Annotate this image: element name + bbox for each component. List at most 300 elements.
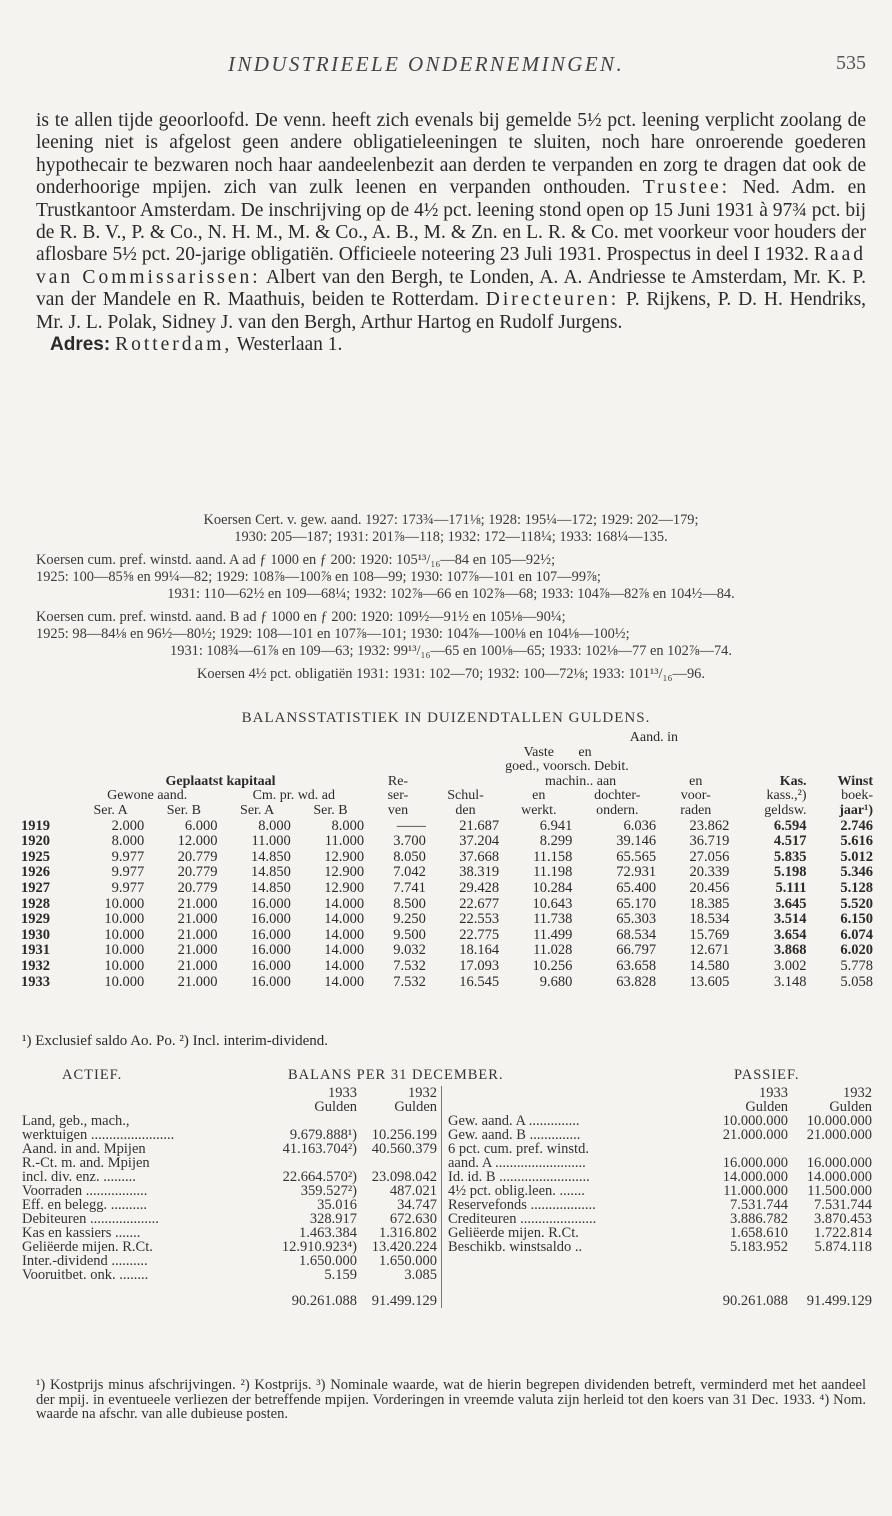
table-cell: 29.428 bbox=[459, 879, 500, 896]
assets-total bbox=[22, 1294, 437, 1308]
table-cell: 5.835 bbox=[773, 848, 807, 865]
balance-label: Geliëerde mijen. R.Ct. bbox=[448, 1226, 579, 1240]
value-1932: 23.098.042 bbox=[371, 1169, 437, 1185]
balance-label: werktuigen ....................... bbox=[22, 1128, 175, 1142]
page-number: 535 bbox=[836, 52, 866, 74]
table-cell: 3.514 bbox=[773, 911, 807, 928]
header-cell: ser- bbox=[387, 788, 409, 804]
table-cell: 5.346 bbox=[840, 864, 873, 881]
table-cell: 14.000 bbox=[324, 973, 365, 990]
table-cell: 10.000 bbox=[104, 895, 145, 912]
row-year: 1925 bbox=[21, 848, 50, 865]
description-text bbox=[36, 110, 866, 334]
statistics-footnote: ¹) Exclusief saldo Ao. Po. ²) Incl. interim-dividend. bbox=[22, 1033, 329, 1049]
table-cell: 72.931 bbox=[616, 864, 657, 881]
table-cell: 23.862 bbox=[689, 817, 730, 834]
header-cell: ven bbox=[387, 802, 409, 818]
balance-row bbox=[22, 1184, 437, 1198]
table-cell: 18.385 bbox=[689, 895, 730, 912]
header-cell: jaar¹) bbox=[839, 802, 873, 818]
paragraph-2: Ned. Adm. en Trustkantoor Amsterdam. De inschrijving op de 4½ pct. leening stond open op 15 Juni 1931 à 97¾ pct. bij de R. B. V., P. & Co., N. H. M., M. & Co., A. B., M. & Zn. en L. R. & Co. met voorkeur voor houders der aflosbare 5½ pct. 20-jarige obligatiën. Officieele noteering 23 Juli 1931. Prospectus in deel I 1932. bbox=[36, 177, 867, 266]
balance-row bbox=[22, 1212, 437, 1226]
balance-row bbox=[448, 1114, 872, 1128]
balance-label: Beschikb. winstsaldo .. bbox=[448, 1240, 583, 1254]
balance-label: Land, geb., mach., bbox=[22, 1114, 130, 1128]
balance-label: Kas en kassiers ....... bbox=[22, 1226, 141, 1240]
table-cell: 65.400 bbox=[616, 879, 657, 896]
directors-label: Directeuren: bbox=[485, 289, 620, 311]
currency-label: Gulden bbox=[314, 1099, 357, 1115]
table-cell: 14.000 bbox=[324, 957, 365, 974]
value-1932 bbox=[788, 1142, 872, 1156]
column-years bbox=[448, 1086, 872, 1100]
value-1933: 21.000.000 bbox=[722, 1127, 788, 1143]
value-1933: 22.664.570²) bbox=[282, 1169, 357, 1185]
balance-label: Eff. en belegg. .......... bbox=[22, 1198, 147, 1212]
table-cell: 3.645 bbox=[773, 895, 807, 912]
balance-label: incl. div. enz. ......... bbox=[22, 1170, 136, 1184]
row-year: 1920 bbox=[21, 833, 50, 850]
value-1932: 10.256.199 bbox=[371, 1127, 437, 1143]
header-cell: Cm. pr. wd. ad bbox=[252, 788, 336, 804]
value-1932: 10.000.000 bbox=[806, 1113, 872, 1129]
value-1933: 14.000.000 bbox=[722, 1169, 788, 1185]
header-cell: Ser. B bbox=[313, 802, 348, 818]
quote-line: 1925: 98—84⅛ en 96½—80½; 1929: 108—101 en 107⅞—101; 1930: 104⅞—100⅛ en 104⅛—100½; bbox=[36, 626, 630, 642]
table-cell: 10.000 bbox=[104, 911, 145, 928]
table-cell: 6.074 bbox=[840, 926, 873, 943]
paragraph-1: is te allen tijde geoorloofd. De venn. heeft zich evenals bij gemelde 5½ pct. leening verplicht zoolang de leening niet is afgelost geen andere obligatieleeningen te sluiten, noch hare onroerende goederen hypothecair te bezwaren noch haar aandeelenbezit aan derden te verpanden en zorg te dragen dat ook de onderhoorige mpijen. zich van zulk leenen en verpanden onthouden. bbox=[36, 110, 866, 199]
value-1932: 14.000.000 bbox=[806, 1169, 872, 1185]
table-cell: 9.250 bbox=[393, 911, 426, 928]
value-1932: 40.560.379 bbox=[371, 1141, 437, 1157]
column-currency bbox=[448, 1100, 872, 1114]
address-label: Adres: bbox=[50, 334, 111, 356]
table-row bbox=[18, 865, 876, 881]
header-cell: machin.. aan bbox=[545, 773, 617, 789]
quote-line: Koersen cum. pref. winstd. aand. B ad ƒ 1000 en ƒ 200: 1920: 109½—91½ en 105⅛—90¼; bbox=[36, 609, 566, 625]
quote-line: 1930: 205—187; 1931: 201⅞—118; 1932: 172—118¼; 1933: 168¼—135. bbox=[234, 529, 668, 545]
header-cell: Vaste bbox=[523, 744, 554, 760]
row-year: 1931 bbox=[21, 942, 50, 959]
balance-row bbox=[448, 1142, 872, 1156]
balance-statistics-table bbox=[18, 731, 876, 990]
table-cell: 8.299 bbox=[539, 833, 573, 850]
value-1932: 1.722.814 bbox=[814, 1225, 872, 1241]
table-cell: 10.000 bbox=[104, 942, 145, 959]
year-label: 1933 bbox=[759, 1085, 788, 1101]
table-cell: 63.658 bbox=[616, 957, 657, 974]
table-cell: 5.012 bbox=[840, 848, 873, 865]
table-cell: 21.000 bbox=[177, 895, 218, 912]
currency-label: Gulden bbox=[745, 1099, 788, 1115]
balance-row bbox=[22, 1254, 437, 1268]
table-cell: 8.500 bbox=[393, 895, 426, 912]
table-cell: 7.532 bbox=[393, 973, 426, 990]
balance-row bbox=[22, 1128, 437, 1142]
table-cell: 3.700 bbox=[393, 833, 426, 850]
value-1932: 3.870.453 bbox=[814, 1211, 872, 1227]
value-1933: 1.650.000 bbox=[299, 1253, 357, 1269]
balance-label: aand. A ......................... bbox=[448, 1156, 586, 1170]
table-row bbox=[18, 881, 876, 897]
table-cell: 16.000 bbox=[250, 942, 291, 959]
table-cell: 4.517 bbox=[773, 833, 807, 850]
table-cell: 3.002 bbox=[773, 957, 807, 974]
value-1932: 1.650.000 bbox=[379, 1253, 437, 1269]
row-year: 1933 bbox=[21, 973, 50, 990]
total-value: 91.499.129 bbox=[806, 1293, 872, 1309]
value-1932: 3.085 bbox=[404, 1267, 437, 1283]
balance-row bbox=[448, 1212, 872, 1226]
table-cell: 11.198 bbox=[533, 864, 573, 881]
row-year: 1930 bbox=[21, 926, 50, 943]
table-cell: 6.150 bbox=[840, 911, 873, 928]
table-cell: 65.170 bbox=[616, 895, 657, 912]
table-cell: 21.000 bbox=[177, 957, 218, 974]
table-cell: 66.797 bbox=[616, 942, 657, 959]
address-street: Westerlaan 1. bbox=[236, 334, 343, 356]
value-1933: 12.910.923⁴) bbox=[281, 1239, 357, 1255]
address-line bbox=[36, 334, 866, 356]
price-quotations bbox=[36, 512, 866, 689]
table-cell: 9.680 bbox=[539, 973, 573, 990]
value-1933: 16.000.000 bbox=[722, 1155, 788, 1171]
row-year: 1932 bbox=[21, 957, 50, 974]
quotes-pref-b bbox=[36, 609, 866, 660]
table-cell: 11.158 bbox=[533, 848, 573, 865]
table-cell: 12.900 bbox=[324, 879, 365, 896]
header-cell: Gewone aand. bbox=[107, 788, 188, 804]
table-cell: 10.000 bbox=[104, 926, 145, 943]
value-1932: 7.531.744 bbox=[814, 1197, 872, 1213]
total-value: 91.499.129 bbox=[371, 1293, 437, 1309]
table-row bbox=[18, 943, 876, 959]
table-cell: 11.000 bbox=[324, 833, 365, 850]
table-cell: 22.677 bbox=[459, 895, 500, 912]
currency-label: Gulden bbox=[394, 1099, 437, 1115]
table-cell: 36.719 bbox=[689, 833, 730, 850]
value-1933: 35.016 bbox=[317, 1197, 357, 1213]
total-value: 90.261.088 bbox=[722, 1293, 788, 1309]
balance-row bbox=[22, 1268, 437, 1282]
header-cell: Re- bbox=[387, 773, 409, 789]
table-cell: 16.545 bbox=[459, 973, 500, 990]
table-cell: 27.056 bbox=[689, 848, 730, 865]
quote-line: 1931: 110—62½ en 109—68¼; 1932: 102⅞—66 en 102⅞—68; 1933: 104⅞—82⅞ en 104½—84. bbox=[167, 586, 735, 602]
quote-line: Koersen cum. pref. winstd. aand. A ad ƒ 1000 en ƒ 200: 1920: 105¹³/₁₆—84 en 105—92½; bbox=[36, 552, 556, 568]
table-cell: 68.534 bbox=[616, 926, 657, 943]
value-1933: 5.183.952 bbox=[730, 1239, 788, 1255]
table-cell: 5.058 bbox=[840, 973, 873, 990]
row-year: 1927 bbox=[21, 879, 50, 896]
table-cell: 16.000 bbox=[250, 895, 291, 912]
table-cell: 12.671 bbox=[689, 942, 730, 959]
balance-label: Inter.-dividend .......... bbox=[22, 1254, 148, 1268]
table-cell: 3.654 bbox=[773, 926, 807, 943]
table-cell: 8.000 bbox=[331, 817, 365, 834]
table-cell: 6.020 bbox=[840, 942, 873, 959]
table-cell: 18.534 bbox=[689, 911, 730, 928]
address-city: Rotterdam, bbox=[115, 334, 233, 356]
table-cell: 22.553 bbox=[459, 911, 500, 928]
balance-label: Id. id. B ......................... bbox=[448, 1170, 590, 1184]
column-years bbox=[22, 1086, 437, 1100]
table-cell: 2.746 bbox=[840, 817, 873, 834]
table-cell: 14.000 bbox=[324, 895, 365, 912]
value-1933: 7.531.744 bbox=[730, 1197, 788, 1213]
table-cell: 5.111 bbox=[775, 879, 807, 896]
table-cell: 63.828 bbox=[616, 973, 657, 990]
value-1933: 10.000.000 bbox=[722, 1113, 788, 1129]
table-cell: 8.000 bbox=[258, 817, 291, 834]
table-cell: 10.643 bbox=[532, 895, 573, 912]
table-row bbox=[18, 912, 876, 928]
table-cell: 65.565 bbox=[616, 848, 657, 865]
balance-row bbox=[22, 1114, 437, 1128]
value-1933: 1.463.384 bbox=[299, 1225, 357, 1241]
balance-row bbox=[22, 1198, 437, 1212]
header-cell: Ser. A bbox=[240, 802, 275, 818]
table-cell: 14.000 bbox=[324, 911, 365, 928]
table-cell: 12.000 bbox=[177, 833, 218, 850]
header-cell: en bbox=[532, 788, 546, 804]
table-cell: 7.042 bbox=[393, 864, 426, 881]
balance-footnote: ¹) Kostprijs minus afschrijvingen. ²) Kostprijs. ³) Nominale waarde, wat de hierin begrepen dividenden betreft, verminderd met het aandeel der mpij. in eventueele verliezen der betreffende mpijen. Vorderingen in vreemde valuta zijn herleid tot den koers van 31 Dec. 1933. ⁴) Nom. waarde na afschr. van alle dubieuse posten. bbox=[36, 1377, 866, 1423]
value-1933 bbox=[702, 1142, 788, 1156]
quote-line: Koersen 4½ pct. obligatiën 1931: 1931: 102—70; 1932: 100—72⅛; 1933: 101¹³/₁₆—96. bbox=[197, 666, 705, 682]
table-cell: 6.000 bbox=[184, 817, 218, 834]
table-cell: 37.204 bbox=[459, 833, 500, 850]
value-1932: 487.021 bbox=[389, 1183, 437, 1199]
liability-rows bbox=[448, 1114, 872, 1254]
paragraph-4: P. Rijkens, P. D. H. Hendriks, Mr. J. L. Polak, Sidney J. van den Bergh, Arthur Hartog en Rudolf Jurgens. bbox=[36, 289, 867, 333]
table-cell: 20.456 bbox=[689, 879, 730, 896]
liabilities-total bbox=[448, 1294, 872, 1308]
running-header bbox=[0, 52, 892, 80]
value-1932: 16.000.000 bbox=[806, 1155, 872, 1171]
value-1933: 3.886.782 bbox=[730, 1211, 788, 1227]
value-1933: 9.679.888¹) bbox=[289, 1127, 357, 1143]
table-cell: 20.779 bbox=[177, 879, 218, 896]
table-cell: 10.284 bbox=[532, 879, 573, 896]
value-1933 bbox=[263, 1156, 357, 1170]
table-cell: 21.000 bbox=[177, 973, 218, 990]
table-cell: 6.036 bbox=[623, 817, 657, 834]
balance-label: Gew. aand. A .............. bbox=[448, 1114, 580, 1128]
quotes-certificates bbox=[36, 512, 866, 546]
table-cell: 9.032 bbox=[393, 942, 426, 959]
table-cell: 3.868 bbox=[773, 942, 807, 959]
value-1932: 11.500.000 bbox=[807, 1183, 872, 1199]
table-row bbox=[18, 959, 876, 975]
company-description bbox=[36, 110, 866, 356]
header-cell: Schul- bbox=[447, 788, 484, 804]
value-1933: 5.159 bbox=[324, 1267, 357, 1283]
table-cell: 20.339 bbox=[689, 864, 730, 881]
value-1933: 41.163.704²) bbox=[282, 1141, 357, 1157]
table-cell: 5.778 bbox=[840, 957, 873, 974]
header-cell: dochter- bbox=[594, 788, 641, 804]
balance-label: Debiteuren ................... bbox=[22, 1212, 159, 1226]
balance-title: BALANS PER 31 DECEMBER. bbox=[288, 1067, 504, 1083]
currency-label: Gulden bbox=[829, 1099, 872, 1115]
table-cell: 11.000 bbox=[251, 833, 291, 850]
balance-row bbox=[22, 1156, 437, 1170]
asset-rows bbox=[22, 1114, 437, 1282]
balance-label: 6 pct. cum. pref. winstd. bbox=[448, 1142, 589, 1156]
header-cell: Kas. bbox=[779, 773, 807, 789]
table-cell: 16.000 bbox=[250, 957, 291, 974]
assets-column bbox=[22, 1086, 442, 1308]
value-1932: 13.420.224 bbox=[371, 1239, 437, 1255]
table-cell: 65.303 bbox=[616, 911, 657, 928]
value-1933: 328.917 bbox=[309, 1211, 357, 1227]
table-cell: 11.499 bbox=[533, 926, 573, 943]
assets-heading: ACTIEF. bbox=[62, 1067, 123, 1083]
table-cell: 6.941 bbox=[539, 817, 573, 834]
balance-row bbox=[448, 1156, 872, 1170]
balance-row bbox=[448, 1240, 872, 1254]
table-cell: 9.500 bbox=[393, 926, 426, 943]
balance-label: Gew. aand. B .............. bbox=[448, 1128, 581, 1142]
table-cell: 10.256 bbox=[532, 957, 573, 974]
balance-row bbox=[448, 1128, 872, 1142]
table-row bbox=[18, 819, 876, 835]
header-cell: raden bbox=[680, 802, 712, 818]
quote-line: 1931: 108¾—61⅞ en 109—63; 1932: 99¹³/₁₆—65 en 100⅛—65; 1933: 102⅛—77 en 102⅞—74. bbox=[170, 643, 732, 659]
header-cell: werkt. bbox=[521, 802, 557, 818]
table-cell: —— bbox=[396, 817, 426, 834]
table-cell: 5.128 bbox=[840, 879, 873, 896]
paragraph-3: Albert van den Bergh, te Londen, A. A. Andriesse te Amsterdam, Mr. K. P. van der Mandele en R. Maathuis, beiden te Rotterdam. bbox=[36, 266, 866, 311]
balance-label: Crediteuren ..................... bbox=[448, 1212, 597, 1226]
table-cell: 8.000 bbox=[111, 833, 145, 850]
balance-sheet bbox=[22, 1068, 872, 1308]
value-1932: 34.747 bbox=[397, 1197, 437, 1213]
table-cell: 16.000 bbox=[250, 911, 291, 928]
table-cell: 37.668 bbox=[459, 848, 500, 865]
header-cell: voor- bbox=[680, 788, 711, 804]
balance-row bbox=[448, 1170, 872, 1184]
table-cell: 10.000 bbox=[104, 973, 145, 990]
table-cell: 14.850 bbox=[250, 879, 291, 896]
balance-row bbox=[448, 1184, 872, 1198]
table-cell: 12.900 bbox=[324, 848, 365, 865]
balance-row bbox=[22, 1226, 437, 1240]
table-row bbox=[18, 850, 876, 866]
balance-row bbox=[22, 1142, 437, 1156]
balance-label: Voorraden ................. bbox=[22, 1184, 148, 1198]
header-cell: den bbox=[455, 802, 476, 818]
table-cell: 15.769 bbox=[689, 926, 730, 943]
row-year: 1928 bbox=[21, 895, 50, 912]
table-cell: 22.775 bbox=[459, 926, 500, 943]
table-cell: 21.000 bbox=[177, 942, 218, 959]
total-value: 90.261.088 bbox=[291, 1293, 357, 1309]
table-cell: 9.977 bbox=[111, 864, 145, 881]
table-cell: 21.687 bbox=[459, 817, 500, 834]
value-1933: 1.658.610 bbox=[730, 1225, 788, 1241]
value-1932 bbox=[357, 1114, 437, 1128]
board-label: Raad van Commissarissen: bbox=[36, 244, 867, 288]
table-cell: 39.146 bbox=[616, 833, 657, 850]
table-cell: 11.738 bbox=[533, 911, 573, 928]
trustee-label: Trustee: bbox=[642, 177, 731, 199]
table-cell: 21.000 bbox=[177, 911, 218, 928]
quote-line: 1925: 100—85⅝ en 99¼—82; 1929: 108⅞—100⅞ en 108—99; 1930: 107⅞—101 en 107—99⅞; bbox=[36, 569, 601, 585]
table-cell: 3.148 bbox=[773, 973, 807, 990]
table-cell: 10.000 bbox=[104, 957, 145, 974]
balance-label: Geliëerde mijen. R.Ct. bbox=[22, 1240, 153, 1254]
row-year: 1919 bbox=[21, 817, 50, 834]
table-cell: 16.000 bbox=[250, 973, 291, 990]
header-cell: en bbox=[578, 744, 592, 760]
table-cell: 14.580 bbox=[689, 957, 730, 974]
header-cell: Ser. B bbox=[166, 802, 201, 818]
value-1932: 21.000.000 bbox=[806, 1127, 872, 1143]
table-cell: 12.900 bbox=[324, 864, 365, 881]
table-cell: 11.028 bbox=[533, 942, 573, 959]
header-cell: en bbox=[689, 773, 703, 789]
row-year: 1926 bbox=[21, 864, 50, 881]
balance-label: Reservefonds .................. bbox=[448, 1198, 596, 1212]
year-label: 1932 bbox=[408, 1085, 437, 1101]
table-cell: 16.000 bbox=[250, 926, 291, 943]
table-cell: 14.000 bbox=[324, 926, 365, 943]
balance-label: 4½ pct. oblig.leen. ....... bbox=[448, 1184, 585, 1198]
table-cell: 20.779 bbox=[177, 864, 218, 881]
quotes-pref-a bbox=[36, 552, 866, 603]
table-row bbox=[18, 975, 876, 991]
header-cell: goed., voorsch. Debit. bbox=[505, 759, 629, 775]
running-title: INDUSTRIEELE ONDERNEMINGEN. bbox=[228, 52, 625, 76]
column-currency bbox=[22, 1100, 437, 1114]
table-cell: 13.605 bbox=[689, 973, 730, 990]
quotes-bonds bbox=[36, 666, 866, 683]
table-cell: 9.977 bbox=[111, 879, 145, 896]
table-row bbox=[18, 928, 876, 944]
balance-row bbox=[22, 1170, 437, 1184]
header-cell: Winst bbox=[837, 773, 873, 789]
header-cell: ondern. bbox=[596, 802, 639, 818]
table-cell: 20.779 bbox=[177, 848, 218, 865]
table-cell: 18.164 bbox=[459, 942, 500, 959]
balance-label: Aand. in and. Mpijen bbox=[22, 1142, 146, 1156]
header-cell: Aand. in bbox=[629, 730, 679, 745]
balance-label: R.-Ct. m. and. Mpijen bbox=[22, 1156, 150, 1170]
value-1933: 11.000.000 bbox=[723, 1183, 788, 1199]
header-cell: geldsw. bbox=[764, 802, 807, 818]
table-row bbox=[18, 834, 876, 850]
table-cell: 6.594 bbox=[773, 817, 807, 834]
value-1932: 5.874.118 bbox=[814, 1239, 872, 1255]
value-1932 bbox=[357, 1156, 437, 1170]
balance-header bbox=[22, 1068, 872, 1086]
value-1933: 359.527²) bbox=[300, 1183, 357, 1199]
statistics-rows bbox=[18, 819, 876, 991]
table-row bbox=[18, 897, 876, 913]
value-1932: 1.316.802 bbox=[379, 1225, 437, 1241]
table-cell: 9.977 bbox=[111, 848, 145, 865]
liabilities-column bbox=[442, 1086, 872, 1308]
row-year: 1929 bbox=[21, 911, 50, 928]
table-cell: 14.000 bbox=[324, 942, 365, 959]
header-cell: kass.,²) bbox=[766, 788, 807, 804]
table-cell: 5.520 bbox=[840, 895, 873, 912]
value-1933 bbox=[263, 1114, 357, 1128]
header-cell: Ser. A bbox=[93, 802, 128, 818]
